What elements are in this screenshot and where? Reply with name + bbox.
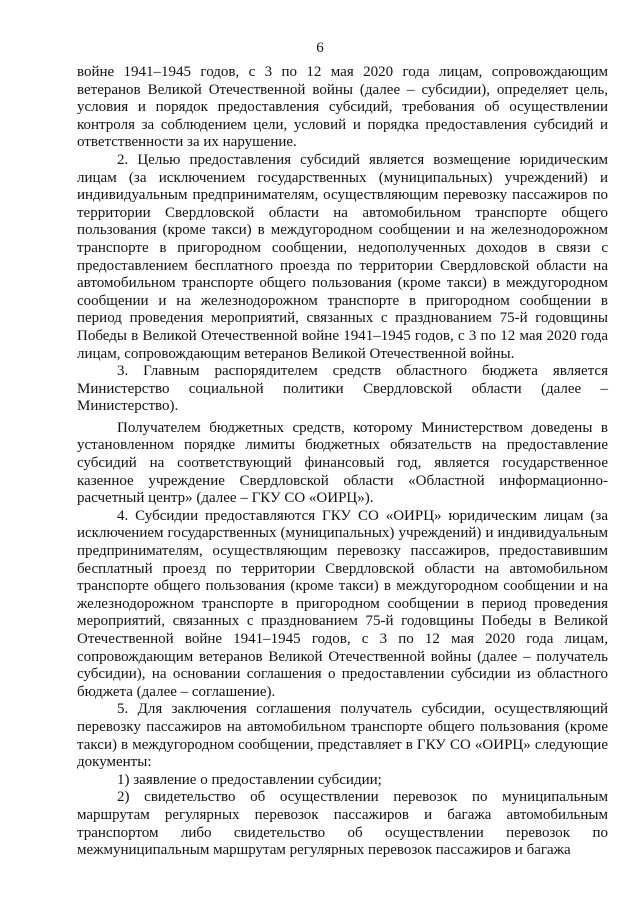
paragraph-3-main-administrator: 3. Главным распорядителем средств областного бюджета является Министерство социальной политики Свердловской области (далее – Министерство).: [77, 363, 608, 415]
paragraph-5-documents: 5. Для заключения соглашения получатель субсидии, осуществляющий перевозку пассажиров на автомобильном транспорте общего пользования (кроме такси) в междугородном сообщении, представляет в ГКУ СО «ОИРЦ» следующие документы:: [77, 701, 608, 771]
paragraph-4-subsidy-provision: 4. Субсидии предоставляются ГКУ СО «ОИРЦ» юридическим лицам (за исключением государственных (муниципальных) учреждений) и индивидуальным предпринимателям, осуществляющим перевозку пассажиров, предоставившим бесплатный проезд по территории Свердловской области на автомобильном транспорте общего пользования (кроме такси) в междугородном сообщении и на железнодорожном транспорте в пригородном сообщении в период проведения мероприятий, связанных с празднованием 75-й годовщины Победы в Великой Отечественной войне 1941–1945 годов, с 3 по 12 мая 2020 года лицам, сопровождающим ветеранов Великой Отечественной войны (далее – получатель субсидии), на основании соглашения о предоставлении субсидии из областного бюджета (далее – соглашение).: [77, 507, 608, 700]
paragraph-budget-recipient: Получателем бюджетных средств, которому Министерством доведены в установленном порядке лимиты бюджетных обязательств на предоставление субсидий на соответствующий финансовый год, является государственное казенное учреждение Свердловской области «Областной информационно-расчетный центр» (далее – ГКУ СО «ОИРЦ»).: [77, 419, 608, 507]
list-item-1: 1) заявление о предоставлении субсидии;: [117, 771, 382, 788]
paragraph-continuation: войне 1941–1945 годов, с 3 по 12 мая 2020 года лицам, сопровождающим ветеранов Великой Отечественной войны (далее – субсидии), определяет цель, условия и порядок предоставления субсидий, требования об осуществлении контроля за соблюдением цели, условий и порядка предоставления субсидий и ответственности за их нарушение.: [77, 64, 608, 151]
document-body: [77, 64, 608, 860]
page-number: 6: [316, 40, 324, 56]
list-item-2: 2) свидетельство об осуществлении перевозок по муниципальным маршрутам регулярных перевозок пассажиров и багажа автомобильным транспортом либо свидетельство об осуществлении перевозок по межмуниципальным маршрутам регулярных перевозок пассажиров и багажа: [77, 789, 608, 859]
paragraph-2-purpose: 2. Целью предоставления субсидий является возмещение юридическим лицам (за исключением государственных (муниципальных) учреждений) и индивидуальным предпринимателям, осуществляющим перевозку пассажиров по территории Свердловской области на автомобильном транспорте общего пользования (кроме такси) в междугородном сообщении и на железнодорожном транспорте в пригородном сообщении, недополученных доходов в связи с предоставлением бесплатного проезда по территории Свердловской области на автомобильном транспорте общего пользования (кроме такси) в междугородном сообщении и на железнодорожном транспорте в пригородном сообщении в период проведения мероприятий, связанных с празднованием 75-й годовщины Победы в Великой Отечественной войне 1941–1945 годов, с 3 по 12 мая 2020 года лицам, сопровождающим ветеранов Великой Отечественной войны.: [77, 151, 608, 362]
